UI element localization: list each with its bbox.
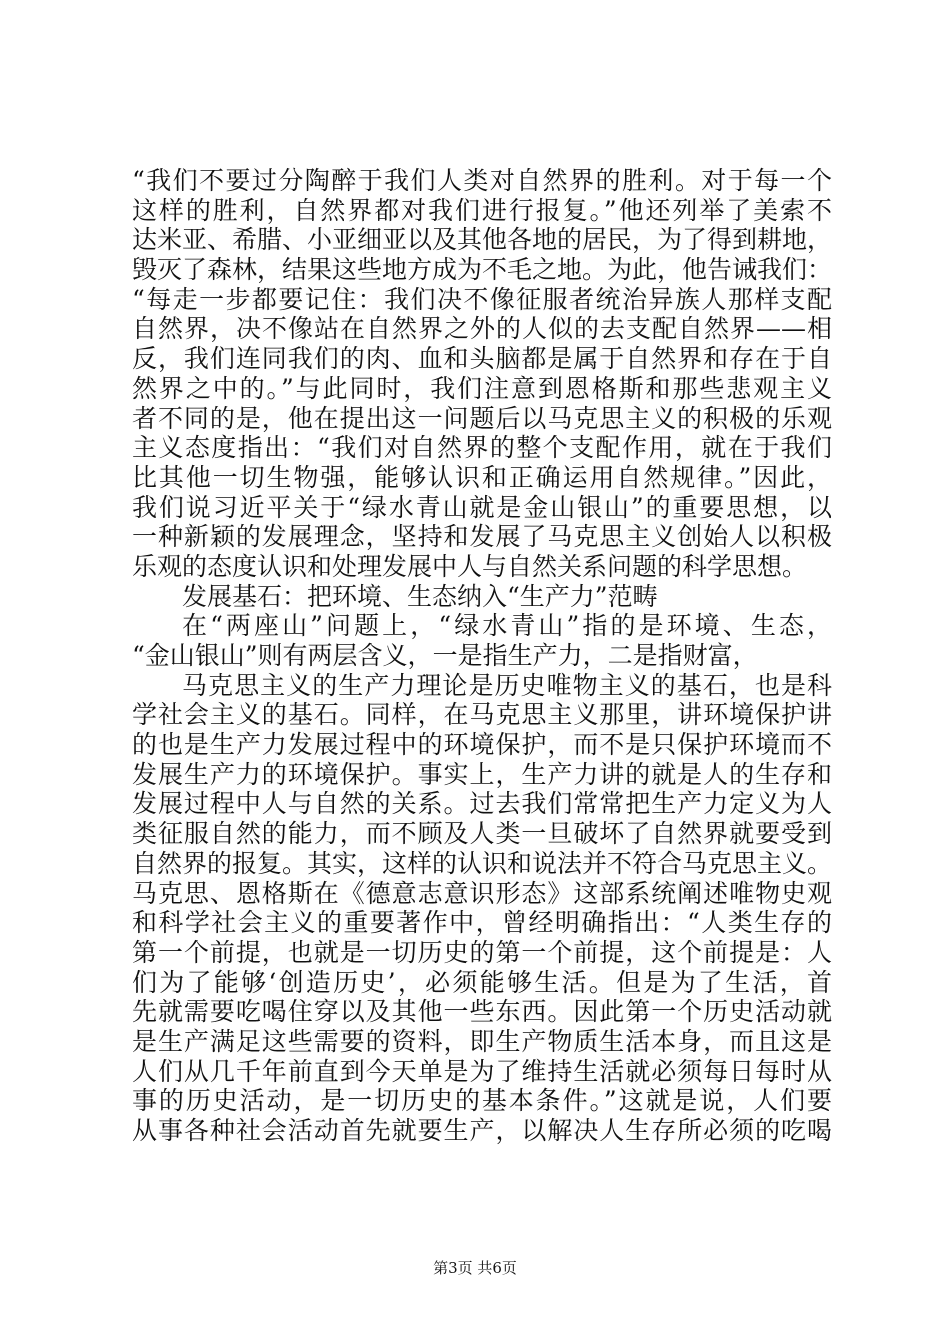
text-line: 主义态度指出：“我们对自然界的整个支配作用，就在于我们 [132, 433, 832, 463]
text-line: 自然界的报复。其实，这样的认识和说法并不符合马克思主义。 [132, 848, 833, 878]
text-line: 类征服自然的能力，而不顾及人类一旦破坏了自然界就要受到 [132, 819, 832, 849]
text-line: 马克思、恩格斯在《德意志意识形态》这部系统阐述唯物史观 [132, 878, 832, 908]
section-heading: 发展基石：把环境、生态纳入“生产力”范畴 [182, 581, 658, 611]
text-line: 从事各种社会活动首先就要生产，以解决人生存所必须的吃喝 [132, 1116, 832, 1145]
text-line: 第一个前提，也就是一切历史的第一个前提，这个前提是：人 [132, 937, 832, 967]
text-line: 的也是生产力发展过程中的环境保护，而不是只保护环境而不 [132, 730, 832, 760]
text-line: 马克思主义的生产力理论是历史唯物主义的基石，也是科 [182, 670, 832, 700]
text-line: 学社会主义的基石。同样，在马克思主义那里，讲环境保护讲 [132, 700, 832, 730]
text-line: 发展生产力的环境保护。事实上，生产力讲的就是人的生存和 [132, 759, 832, 789]
text-line: 达米亚、希腊、小亚细亚以及其他各地的居民，为了得到耕地， [132, 225, 833, 255]
text-line: 反，我们连同我们的肉、血和头脑都是属于自然界和存在于自 [132, 344, 832, 374]
text-line: “金山银山”则有两层含义，一是指生产力，二是指财富， [132, 641, 758, 670]
text-line: 比其他一切生物强，能够认识和正确运用自然规律。”因此， [132, 462, 832, 492]
text-line: 是生产满足这些需要的资料，即生产物质生活本身，而且这是 [132, 1026, 832, 1056]
text-line: “我们不要过分陶醉于我们人类对自然界的胜利。对于每一个 [132, 166, 832, 195]
text-line: 发展过程中人与自然的关系。过去我们常常把生产力定义为人 [132, 789, 832, 819]
text-line: “每走一步都要记住：我们决不像征服者统治异族人那样支配 [132, 284, 832, 314]
text-line: 先就需要吃喝住穿以及其他一些东西。因此第一个历史活动就 [132, 997, 832, 1027]
text-line: 人们从几千年前直到今天单是为了维持生活就必须每日每时从 [132, 1056, 832, 1086]
text-line: 毁灭了森林，结果这些地方成为不毛之地。为此，他告诫我们： [132, 255, 833, 285]
text-line: 然界之中的。”与此同时，我们注意到恩格斯和那些悲观主义 [132, 373, 832, 403]
text-line: 一种新颖的发展理念，坚持和发展了马克思主义创始人以积极 [132, 522, 832, 552]
page-number-footer: 第3页 共6页 [433, 1259, 517, 1277]
text-line: 和科学社会主义的重要著作中，曾经明确指出：“人类生存的 [132, 908, 832, 938]
body-text [132, 166, 832, 1146]
text-line: 者不同的是，他在提出这一问题后以马克思主义的积极的乐观 [132, 403, 832, 433]
text-line: 乐观的态度认识和处理发展中人与自然关系问题的科学思想。 [132, 551, 808, 581]
text-line: 这样的胜利，自然界都对我们进行报复。”他还列举了美索不 [132, 195, 832, 225]
text-line: 我们说习近平关于“绿水青山就是金山银山”的重要思想，以 [132, 492, 832, 522]
text-line: 事的历史活动，是一切历史的基本条件。”这就是说，人们要 [132, 1086, 832, 1116]
text-line: 在“两座山”问题上，“绿水青山”指的是环境、生态， [182, 611, 832, 641]
text-line: 们为了能够‘创造历史’，必须能够生活。但是为了生活，首 [132, 967, 832, 997]
text-line: 自然界，决不像站在自然界之外的人似的去支配自然界——相 [132, 314, 832, 344]
